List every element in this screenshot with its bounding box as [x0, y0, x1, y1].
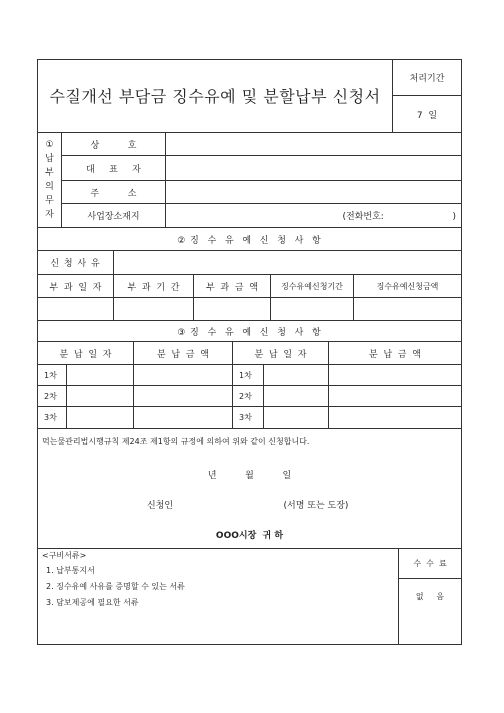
- frame-right: [461, 59, 462, 644]
- required-doc-item: 2. 징수유예 사유를 증명할 수 있는 서류: [46, 582, 185, 591]
- fee-label: 수 수 료: [413, 559, 447, 568]
- addressee: OOO시장 귀 하: [215, 530, 284, 541]
- installment-row-label: 2차: [44, 391, 57, 401]
- frame-bottom: [37, 644, 462, 645]
- phone-number-field[interactable]: (전화번호: ): [342, 212, 456, 222]
- obligor-side-char: 부: [45, 168, 54, 178]
- installment-row-label: 3차: [44, 413, 57, 422]
- sec3-col-installment-amount-right: 분 납 금 액: [369, 349, 421, 360]
- sec2-col-imposition-amount: 부 과 금 액: [206, 282, 258, 293]
- business-location-label: 사업장소재지: [87, 212, 140, 222]
- fee-value: 없 음: [415, 591, 445, 601]
- sec2-col-deferral-amount: 징수유예신청금액: [376, 281, 439, 291]
- installment-row-label: 3차: [239, 413, 252, 422]
- form-title: 수질개선 부담금 징수유예 및 분할납부 신청서: [49, 87, 381, 106]
- sec3-bottom: [37, 428, 462, 429]
- sec2-input-deferral-amount[interactable]: [354, 298, 461, 320]
- sec2-input-imposition-date[interactable]: [38, 298, 113, 320]
- signature-note: (서명 또는 도장): [283, 500, 349, 511]
- address-field[interactable]: [166, 181, 461, 203]
- installment-row-label: 2차: [239, 391, 252, 401]
- required-docs-header: <구비서류>: [42, 551, 87, 560]
- sec3-col-installment-amount-left: 분 납 금 액: [157, 349, 209, 360]
- processing-period-value: 7 일: [416, 110, 438, 121]
- section3-header: ③ 징 수 유 예 신 청 사 항: [177, 327, 322, 338]
- business-name-field[interactable]: [166, 133, 461, 155]
- representative-field[interactable]: [166, 156, 461, 180]
- sec2-input-imposition-amount[interactable]: [194, 298, 270, 320]
- required-doc-item: 3. 담보제공에 필요한 서류: [46, 598, 139, 607]
- processing-period-label: 처리기간: [409, 73, 445, 84]
- application-reason-label: 신 청 사 유: [50, 259, 101, 269]
- application-reason-field[interactable]: [114, 251, 461, 274]
- obligor-side-char: 의: [45, 182, 54, 192]
- legal-statement: 먹는물관리법시행규칙 제24조 제1항의 규정에 의하여 위와 같이 신청합니다.: [42, 436, 310, 446]
- sec2-col-imposition-date: 부 과 일 자: [49, 282, 102, 293]
- obligor-side-char: 무: [45, 196, 54, 206]
- sec3-col-installment-date-left: 분 납 일 자: [59, 349, 112, 360]
- obligor-side-num: ①: [45, 140, 54, 150]
- sec3-sub-div-right: [263, 364, 264, 428]
- sec2-input-deferral-period[interactable]: [271, 298, 353, 320]
- address-label: 주 소: [90, 188, 137, 199]
- representative-label: 대 표 자: [86, 164, 141, 175]
- sec2-input-imposition-period[interactable]: [114, 298, 193, 320]
- sec2-col-deferral-period: 징수유예신청기간: [281, 281, 343, 291]
- installment-row-label: 1차: [239, 370, 252, 380]
- installment-row-label: 1차: [44, 370, 57, 380]
- section2-header: ② 징 수 유 예 신 청 사 항: [177, 235, 322, 246]
- sec3-sub-div-left: [66, 364, 67, 428]
- required-doc-item: 1. 납부통지서: [46, 566, 95, 575]
- obligor-side-char: 납: [45, 154, 54, 164]
- applicant-label: 신청인: [146, 500, 174, 511]
- date-line: 년 월 일: [207, 470, 292, 481]
- obligor-side-char: 자: [45, 210, 54, 220]
- sec3-col-installment-date-right: 분 납 일 자: [254, 349, 307, 360]
- sec2-col-imposition-period: 부 과 기 간: [127, 282, 180, 293]
- business-name-label: 상 호: [90, 140, 137, 151]
- obligor-side-label: [38, 133, 61, 227]
